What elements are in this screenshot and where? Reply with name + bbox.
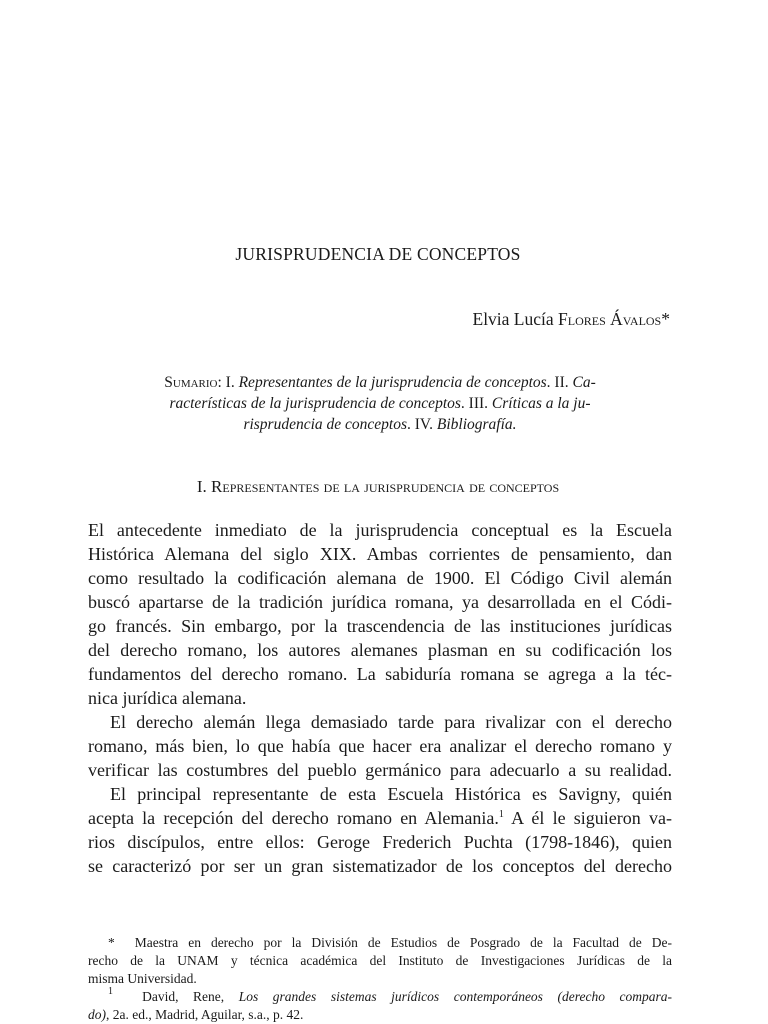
section-title: Representantes de la jurisprudencia de conceptos xyxy=(211,477,560,496)
footnote-line xyxy=(88,934,672,952)
body-line: romano, más bien, lo que había que hacer era analizar el derecho romano y xyxy=(88,736,672,756)
body-line: El antecedente inmediato de la jurisprudencia conceptual es la Escuela xyxy=(88,520,672,540)
footnote-line: recho de la UNAM y técnica académica del Instituto de Investigaciones Jurídicas de la xyxy=(88,953,672,968)
footnote-line xyxy=(88,1006,672,1024)
summary-line xyxy=(130,372,630,393)
body-line: rios discípulos, entre ellos: Geroge Frederich Puchta (1798-1846), quien xyxy=(88,832,672,852)
author-line xyxy=(473,309,671,330)
author-family-name: Flores Ávalos xyxy=(558,309,662,329)
summary-item: risprudencia de conceptos xyxy=(243,416,408,433)
body-line: buscó apartarse de la tradición jurídica romana, ya desarrollada en el Códi- xyxy=(88,592,672,612)
author-footnote-mark: * xyxy=(661,309,670,329)
body-text-fragment: A él le siguieron va- xyxy=(503,808,672,828)
footnote-text: Maestra en derecho por la División de Estudios de Posgrado de la Facultad de De- xyxy=(134,935,672,950)
summary-num: . II. xyxy=(546,374,573,391)
body-line: verificar las costumbres del pueblo germánico para adecuarlo a su realidad. xyxy=(88,760,672,780)
body-line: fundamentos del derecho romano. La sabiduría romana se agrega a la téc- xyxy=(88,664,672,684)
summary-label: Sumario: xyxy=(164,374,222,391)
summary-line xyxy=(130,414,630,435)
footnote-line: misma Universidad. xyxy=(88,971,197,986)
body-text xyxy=(88,518,672,878)
footnote-mark: * xyxy=(108,935,115,950)
footnote-line xyxy=(88,988,672,1006)
body-line xyxy=(88,806,672,830)
summary-item: Críticas a la ju- xyxy=(491,395,591,412)
summary-line xyxy=(130,393,630,414)
summary-num: . III. xyxy=(460,395,492,412)
body-line: El derecho alemán llega demasiado tarde para rivalizar con el derecho xyxy=(110,712,672,732)
body-line: go francés. Sin embargo, por la trascendencia de las instituciones jurídicas xyxy=(88,616,672,636)
summary-block xyxy=(130,372,630,435)
body-line: El principal representante de esta Escuela Histórica es Savigny, quién xyxy=(110,784,672,804)
summary-item: Bibliografía. xyxy=(436,416,517,433)
summary-num: I. xyxy=(221,374,239,391)
footnotes xyxy=(88,934,672,1024)
body-line: se caracterizó por ser un gran sistematizador de los conceptos del derecho xyxy=(88,856,672,876)
footnote-reference[interactable]: 1 xyxy=(498,809,504,820)
body-line: del derecho romano, los autores alemanes plasman en su codificación los xyxy=(88,640,672,660)
footnote-book-title: do) xyxy=(88,1007,106,1022)
body-line: Histórica Alemana del siglo XIX. Ambas corrientes de pensamiento, dan xyxy=(88,544,672,564)
summary-item: Representantes de la jurisprudencia de conceptos xyxy=(238,374,547,391)
body-line: nica jurídica alemana. xyxy=(88,688,247,708)
footnote-citation: , 2a. ed., Madrid, Aguilar, s.a., p. 42. xyxy=(106,1007,304,1022)
footnote-book-title: Los grandes sistemas jurídicos contemporáneos (derecho compara- xyxy=(238,989,673,1004)
document-title: JURISPRUDENCIA DE CONCEPTOS xyxy=(235,244,521,264)
body-line: como resultado la codificación alemana de 1900. El Código Civil alemán xyxy=(88,568,672,588)
body-text-fragment: acepta la recepción del derecho romano en Alemania. xyxy=(88,808,499,828)
footnote-mark: 1 xyxy=(108,986,113,997)
section-number: I. xyxy=(196,477,207,496)
author-given-name: Elvia Lucía xyxy=(472,309,554,329)
footnote-author: David, Rene, xyxy=(142,989,225,1004)
summary-item: Ca- xyxy=(572,374,596,391)
summary-item: racterísticas de la jurisprudencia de conceptos xyxy=(169,395,461,412)
summary-num: . IV. xyxy=(407,416,437,433)
section-heading xyxy=(0,477,756,497)
